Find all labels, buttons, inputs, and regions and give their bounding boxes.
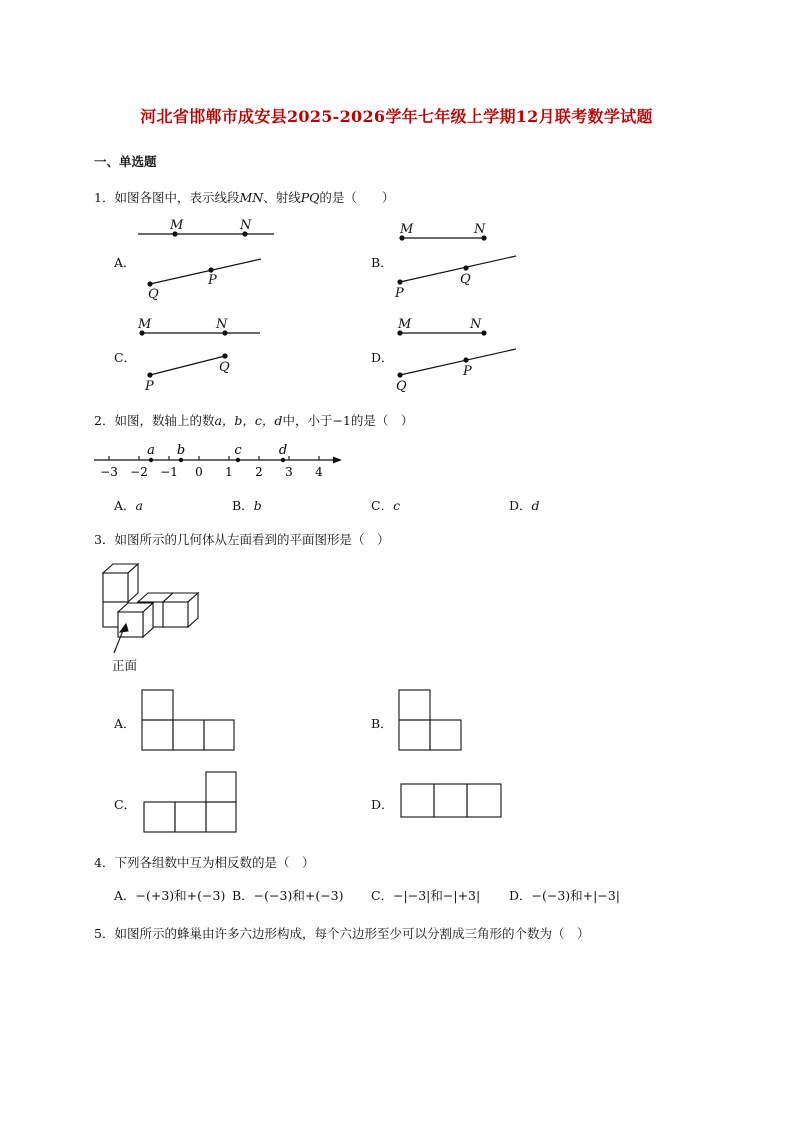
number-line-tick-label: 1 [225,465,233,479]
number-line-tick-label: −2 [130,465,148,479]
number-line-point-label: c [234,443,242,458]
q2-option-b-label: B． [232,498,254,513]
q1a-label-q: Q [148,287,159,302]
q2-vars: a，b，c，d [214,413,283,428]
q1-option-b[interactable]: B． [371,255,393,270]
q1a-label-m: M [170,218,184,233]
q1-option-d[interactable]: D． [371,350,394,365]
q4-option-b[interactable]: B．−(−3)和+(−3) [232,888,344,903]
q1d-label-q: Q [396,379,407,394]
q1c-label-n: N [216,317,228,332]
number-line-tick-label: −1 [160,465,178,479]
q2-option-d-value: d [531,498,540,513]
q2-stem-post: 中，小于−1的是（ ） [282,413,414,428]
number-line-point-label: a [147,443,155,458]
number-line-tick-label: −3 [100,465,118,479]
q1-stem-post: 的是（ ） [319,190,395,205]
number-line-tick-label: 0 [195,465,203,479]
number-line-tick-label: 2 [255,465,263,479]
q1d-label-p: P [463,364,472,379]
q1-pq: PQ [300,190,320,205]
q1a-label-n: N [240,218,252,233]
q1b-label-p: P [395,286,404,301]
q1a-label-p: P [208,273,217,288]
number-line-tick-label: 4 [315,465,323,479]
q1c-label-p: P [145,379,154,394]
q4-option-c[interactable]: C．−|−3|和−|+3| [371,888,481,903]
q1-stem-pre: 1．如图各图中，表示线段 [94,190,240,205]
q1-mn: MN [239,190,264,205]
q1d-label-m: M [398,317,412,332]
q2-option-a-value: a [135,498,143,513]
q1b-label-q: Q [460,272,471,287]
q1c-label-m: M [138,317,152,332]
question-5-stem: 5．如图所示的蜂巢由许多六边形构成，每个六边形至少可以分割成三角形的个数为（ ） [94,926,590,941]
q1-option-a[interactable]: A． [114,255,136,270]
q3-option-a[interactable]: A． [114,716,136,731]
q1-option-c[interactable]: C． [114,350,137,365]
number-line-tick-label: 3 [285,465,293,479]
q3-front-label: 正面 [112,658,138,673]
section-heading: 一、单选题 [94,154,157,169]
q2-option-c-label: C． [371,498,394,513]
q1-stem-mid: 、射线 [263,190,301,205]
q4-option-d[interactable]: D．−(−3)和+|−3| [509,888,620,903]
page-title: 河北省邯郸市成安县2025-2026学年七年级上学期12月联考数学试题 [140,107,653,126]
q2-option-d-label: D． [509,498,532,513]
q1c-label-q: Q [219,360,230,375]
q2-option-c-value: c [393,498,401,513]
q3-option-c[interactable]: C． [114,797,137,812]
q3-option-b[interactable]: B． [371,716,393,731]
q1b-label-m: M [400,222,414,237]
number-line-point-label: d [278,443,288,458]
question-4-stem: 4．下列各组数中互为相反数的是（ ） [94,855,315,870]
q1b-label-n: N [474,222,486,237]
q2-option-b-value: b [253,498,262,513]
q2-option-a-label: A． [114,498,136,513]
q4-option-a[interactable]: A．−(+3)和+(−3) [114,888,226,903]
question-3-stem: 3．如图所示的几何体从左面看到的平面图形是（ ） [94,532,390,547]
q2-stem-pre: 2．如图，数轴上的数 [94,413,215,428]
number-line-point-label: b [176,443,186,458]
q3-option-d[interactable]: D． [371,797,394,812]
q1d-label-n: N [470,317,482,332]
